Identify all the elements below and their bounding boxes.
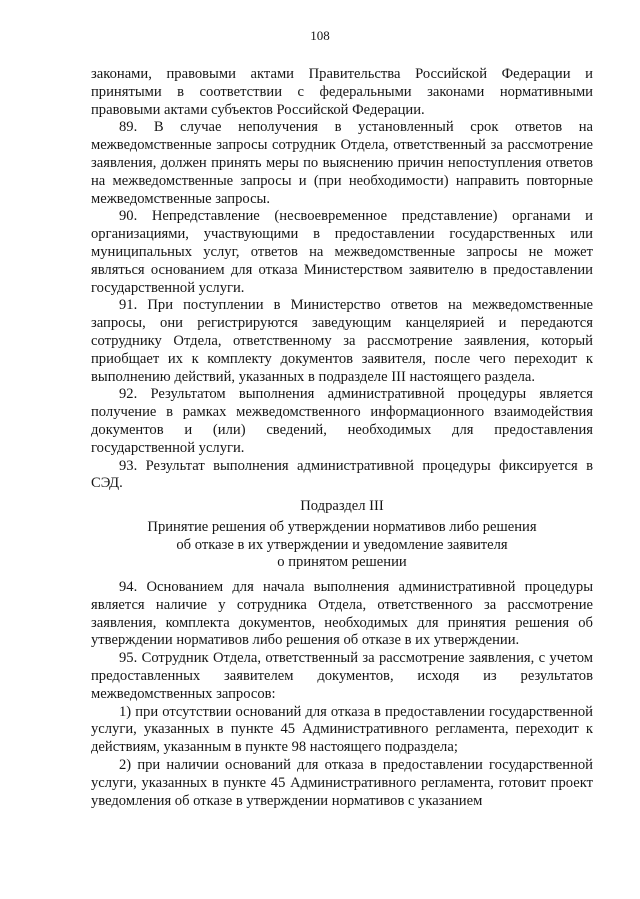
bottom-text-block	[91, 579, 593, 810]
page-number: 108	[310, 28, 330, 43]
subsection-title-line: о принятом решении	[277, 554, 407, 571]
subsection-label: Подраздел III	[300, 498, 384, 514]
paragraph-95: 95. Сотрудник Отдела, ответственный за рассмотрение заявления, с учетом предоставленных заявителем документов, исходя из результатов межведомственных запросов:	[91, 650, 593, 702]
subsection-title-line: об отказе в их утверждении и уведомление заявителя	[176, 536, 508, 553]
paragraph-93: 93. Результат выполнения административной процедуры фиксируется в СЭД.	[91, 457, 593, 492]
paragraph-92: 92. Результатом выполнения административной процедуры является получение в рамках межведомственного информационного взаимодействия документов и (или) сведений, необходимых для предоставления государственной услуги.	[91, 386, 593, 456]
paragraph-continuation: законами, правовыми актами Правительства Российской Федерации и принятыми в соответствии с федеральными законами нормативными правовыми актами субъектов Российской Федерации.	[91, 66, 593, 118]
paragraph-95-item-1: 1) при отсутствии оснований для отказа в предоставлении государственной услуги, указанных в пункте 45 Административного регламента, переходит к действиям, указанным в пункте 98 настоящего подраздела;	[91, 703, 593, 756]
subsection-heading	[91, 498, 593, 572]
paragraph-95-item-2: 2) при наличии оснований для отказа в предоставлении государственной услуги, указанных в пункте 45 Административного регламента, готовит проект уведомления об отказе в утверждении нормативов с указанием	[91, 756, 593, 809]
paragraph-90: 90. Непредставление (несвоевременное представление) органами и организациями, участвующими в предоставлении государственных или муниципальных услуг, ответов на межведомственные запросы не может являться основанием для отказа Министерством заявителю в предоставлении государственной услуги.	[91, 208, 593, 296]
paragraph-94: 94. Основанием для начала выполнения административной процедуры является наличие у сотрудника Отдела, ответственного за рассмотрение заявления, комплекта документов, необходимых для принятия решения об утверждении нормативов либо решения об отказе в их утверждении.	[91, 579, 593, 649]
paragraph-89: 89. В случае неполучения в установленный срок ответов на межведомственные запросы сотрудник Отдела, ответственный за рассмотрение заявления, должен принять меры по выяснению причин непоступления ответов на межведомственные запросы и (при необходимости) направить повторные межведомственные запросы.	[91, 119, 593, 207]
subsection-title-line: Принятие решения об утверждении нормативов либо решения	[147, 518, 537, 535]
paragraph-91: 91. При поступлении в Министерство ответов на межведомственные запросы, они регистрируются заведующим канцелярией и передаются сотруднику Отдела, ответственному за рассмотрение заявления, который приобщает их к комплекту документов заявителя, после чего переходит к выполнению действий, указанных в подразделе III настоящего раздела.	[91, 297, 593, 385]
top-text-block	[91, 66, 593, 493]
